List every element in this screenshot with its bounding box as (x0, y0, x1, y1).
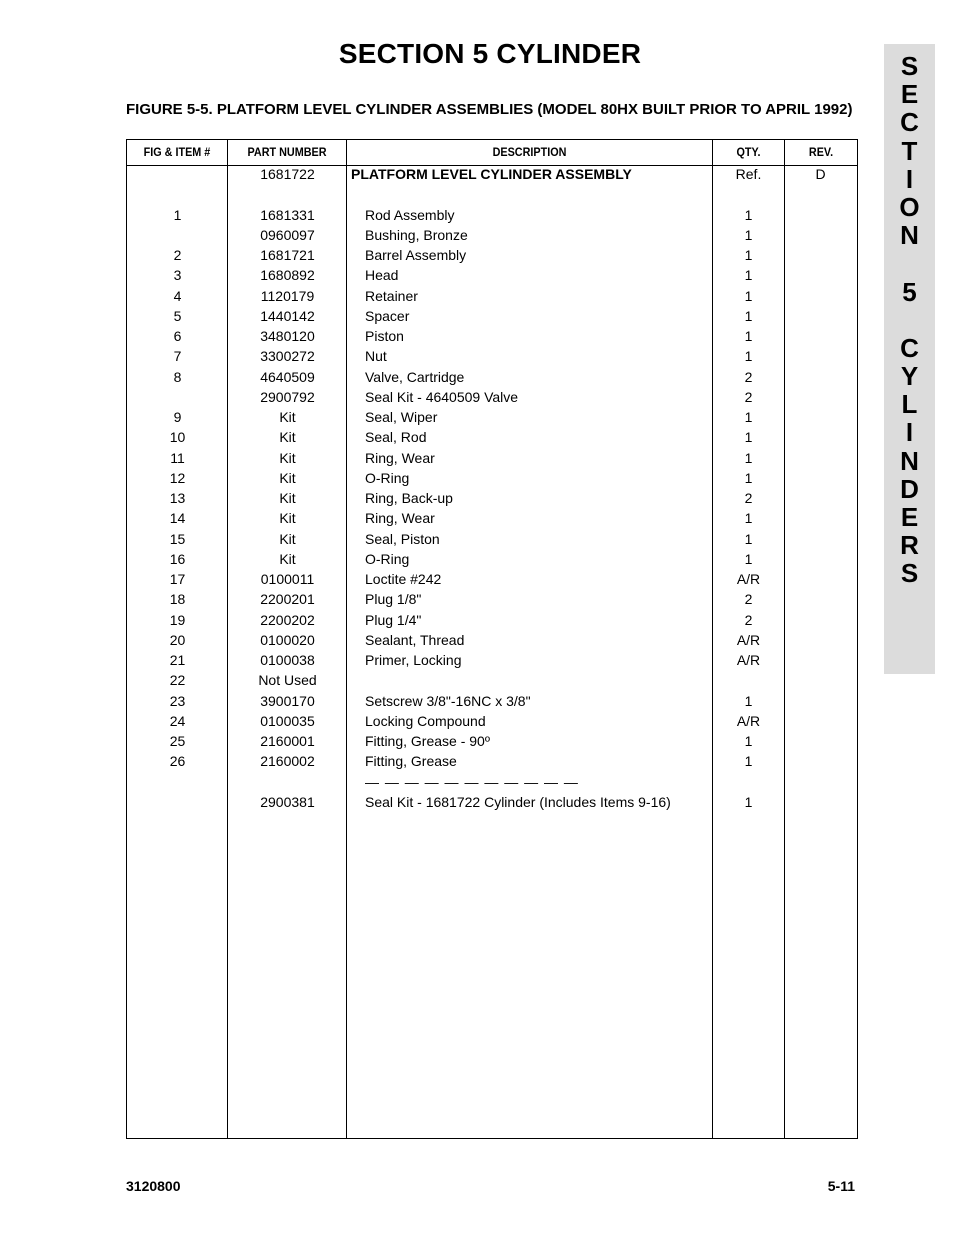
table-row (127, 691, 857, 711)
cell-qty: 1 (744, 328, 753, 344)
cell-fig-item: 25 (169, 733, 186, 749)
table-row (127, 468, 857, 488)
side-tab-letter: S (900, 558, 919, 589)
cell-fig-item: 13 (169, 490, 186, 506)
table-row (127, 448, 857, 468)
cell-part-number: 0100011 (260, 571, 315, 587)
cell-qty: 1 (744, 287, 753, 304)
cell-description: O-Ring (365, 469, 410, 486)
header-qty: QTY. (736, 145, 761, 159)
cell-rev (784, 569, 857, 589)
cell-fig-item: 18 (169, 591, 186, 608)
cell-qty: 1 (744, 793, 753, 810)
cell-fig-item: 23 (169, 692, 186, 709)
cell-fig-item: 15 (169, 530, 186, 547)
cell-rev (784, 751, 857, 771)
table-row (127, 508, 857, 528)
cell-part-number: 1680892 (260, 267, 315, 284)
cell-description: Bushing, Bronze (365, 226, 468, 243)
cell-part-number: 3300272 (260, 348, 315, 365)
cell-qty (713, 670, 784, 690)
cell-fig-item (127, 184, 228, 204)
cell-description: Seal, Piston (365, 530, 440, 547)
cell-qty (713, 184, 784, 204)
cell-qty: 1 (744, 348, 753, 365)
cell-rev (784, 265, 857, 285)
cell-qty: Ref. (735, 166, 762, 182)
cell-qty: 2 (744, 611, 753, 628)
cell-rev (784, 367, 857, 387)
cell-fig-item: 21 (169, 652, 186, 668)
cell-rev (784, 326, 857, 346)
side-tab-letter: D (900, 473, 919, 504)
side-tab-letter: S (900, 51, 919, 81)
cell-description (365, 670, 725, 690)
side-tab-letters (884, 52, 935, 588)
cell-qty: 1 (744, 307, 753, 324)
cell-fig-item (127, 225, 228, 245)
table-row (127, 387, 857, 407)
cell-part-number (228, 772, 347, 792)
cell-fig-item: 14 (169, 510, 186, 527)
cell-qty: A/R (736, 631, 761, 648)
table-row (127, 326, 857, 346)
cell-description: Plug 1/4" (365, 611, 422, 628)
section-side-tab (884, 44, 935, 674)
cell-qty: 1 (744, 469, 753, 486)
table-row (127, 184, 857, 204)
cell-description: Plug 1/8" (365, 591, 422, 608)
cell-part-number: Kit (279, 449, 296, 466)
cell-part-number: 1681722 (260, 166, 315, 182)
table-row (127, 630, 857, 650)
cell-part-number: Kit (279, 550, 296, 567)
cell-description: Rod Assembly (365, 206, 455, 223)
cell-part-number: 0100035 (260, 712, 315, 729)
cell-fig-item: 10 (169, 429, 186, 446)
cell-part-number: 0960097 (260, 226, 315, 243)
table-row (127, 792, 857, 812)
header-fig-item: FIG & ITEM # (143, 145, 211, 159)
cell-fig-item: 16 (169, 550, 186, 567)
cell-part-number: 2160002 (260, 753, 315, 770)
cell-fig-item: 3 (173, 267, 182, 284)
cell-qty: 1 (744, 510, 753, 527)
cell-description: Fitting, Grease - 90º (365, 733, 490, 749)
cell-part-number (228, 184, 347, 204)
table-row (127, 205, 857, 225)
cell-fig-item: 12 (169, 469, 186, 486)
cell-part-number: Kit (279, 429, 296, 446)
cell-rev (784, 731, 857, 751)
section-title: SECTION 5 CYLINDER (338, 38, 642, 69)
cell-qty: 2 (744, 388, 753, 405)
cell-rev (784, 225, 857, 245)
table-row (127, 286, 857, 306)
cell-description: Fitting, Grease (365, 753, 457, 770)
cell-part-number: Kit (279, 490, 296, 506)
parts-table (126, 139, 858, 1139)
cell-part-number: 2200201 (260, 591, 315, 608)
cell-description: Seal Kit - 1681722 Cylinder (Includes Items 9-16) (365, 793, 671, 810)
cell-rev (784, 184, 857, 204)
cell-fig-item: 4 (173, 287, 182, 304)
table-body (127, 164, 857, 812)
cell-fig-item: 24 (169, 712, 186, 729)
side-tab-letter: R (900, 530, 919, 561)
cell-part-number: 0100020 (260, 631, 315, 648)
cell-rev (784, 488, 857, 508)
cell-qty: 1 (744, 226, 753, 243)
cell-description: Seal Kit - 4640509 Valve (365, 388, 519, 405)
cell-description: Sealant, Thread (365, 631, 465, 648)
cell-part-number: Not Used (258, 672, 317, 689)
cell-rev (784, 468, 857, 488)
cell-description: PLATFORM LEVEL CYLINDER ASSEMBLY (351, 166, 632, 182)
cell-qty: 1 (744, 409, 753, 425)
cell-qty: 2 (744, 591, 753, 608)
table-row (127, 772, 857, 792)
cell-fig-item: 7 (173, 348, 182, 365)
cell-description: Setscrew 3/8"-16NC x 3/8" (365, 692, 531, 709)
cell-qty: A/R (736, 571, 761, 587)
side-tab-letter: I (905, 417, 914, 448)
table-row (127, 751, 857, 771)
cell-rev (784, 387, 857, 407)
cell-rev (784, 772, 857, 792)
cell-qty: 1 (744, 247, 753, 263)
cell-fig-item: 26 (169, 753, 186, 770)
cell-part-number: 3900170 (260, 692, 315, 709)
cell-description: Ring, Wear (365, 449, 435, 466)
cell-part-number: Kit (279, 530, 296, 547)
cell-rev (784, 792, 857, 812)
table-row (127, 225, 857, 245)
cell-qty: 1 (744, 733, 753, 749)
cell-part-number: 2160001 (260, 733, 315, 749)
cell-fig-item: 8 (173, 368, 182, 385)
cell-qty: 2 (744, 368, 753, 385)
cell-rev (784, 306, 857, 326)
side-tab-letter: O (899, 191, 920, 222)
table-row (127, 367, 857, 387)
cell-rev (784, 448, 857, 468)
cell-fig-item: 9 (173, 409, 182, 425)
side-tab-letter: N (900, 220, 919, 251)
cell-rev (784, 589, 857, 609)
cell-qty: A/R (736, 652, 761, 668)
table-row (127, 670, 857, 690)
cell-rev (784, 205, 857, 225)
cell-qty: 1 (744, 692, 753, 709)
cell-rev (784, 711, 857, 731)
cell-part-number: 2900381 (260, 793, 315, 810)
cell-description: Piston (365, 328, 404, 344)
cell-description: Locking Compound (365, 712, 486, 729)
cell-fig-item: 11 (170, 449, 185, 466)
cell-fig-item: 6 (173, 328, 182, 344)
table-row (127, 589, 857, 609)
header-description: DESCRIPTION (492, 145, 567, 159)
cell-fig-item (127, 164, 228, 184)
cell-qty (713, 772, 784, 792)
table-row (127, 245, 857, 265)
cell-part-number: Kit (279, 510, 296, 527)
side-tab-letter: L (901, 389, 918, 420)
side-tab-letter: I (905, 163, 914, 194)
cell-description: Nut (365, 348, 387, 365)
cell-fig-item: 20 (169, 631, 186, 648)
separator-dashes: — — — — — — — — — — — (365, 773, 579, 790)
cell-part-number: 4640509 (260, 368, 315, 385)
cell-qty: 1 (744, 753, 753, 770)
header-part-number: PART NUMBER (247, 145, 327, 159)
table-row (127, 610, 857, 630)
cell-description: Loctite #242 (365, 571, 442, 587)
cell-rev (784, 670, 857, 690)
table-row (127, 407, 857, 427)
side-tab-letter: C (900, 332, 919, 363)
side-tab-letter: 5 (902, 276, 917, 307)
table-row (127, 265, 857, 285)
side-tab-letter: T (901, 135, 918, 166)
cell-fig-item (127, 792, 228, 812)
table-row (127, 529, 857, 549)
cell-description: Seal, Wiper (365, 409, 438, 425)
cell-description: Primer, Locking (365, 652, 462, 668)
figure-title: FIGURE 5-5. PLATFORM LEVEL CYLINDER ASSEMBLIES (MODEL 80HX BUILT PRIOR TO APRIL 1992) (126, 101, 853, 118)
cell-description: Ring, Back-up (365, 490, 453, 506)
table-row (127, 711, 857, 731)
cell-rev (784, 650, 857, 670)
header-rev: REV. (808, 145, 834, 159)
cell-fig-item: 22 (169, 672, 186, 689)
cell-fig-item: 5 (173, 307, 182, 324)
cell-description: Valve, Cartridge (365, 368, 465, 385)
cell-rev (784, 630, 857, 650)
cell-part-number: 2900792 (260, 388, 315, 405)
page-number: 5-11 (827, 1178, 855, 1194)
cell-fig-item (127, 772, 228, 792)
cell-part-number: 2200202 (260, 611, 315, 628)
cell-fig-item: 19 (169, 611, 186, 628)
cell-fig-item: 17 (169, 571, 186, 587)
table-row (127, 306, 857, 326)
cell-part-number: 1440142 (260, 307, 315, 324)
cell-part-number: 1681331 (260, 206, 315, 223)
document-number: 3120800 (126, 1178, 181, 1194)
cell-fig-item (127, 387, 228, 407)
cell-description: O-Ring (365, 550, 410, 567)
cell-qty: 1 (744, 267, 753, 284)
cell-qty: 1 (744, 530, 753, 547)
table-row (127, 569, 857, 589)
cell-part-number: 3480120 (260, 328, 315, 344)
cell-part-number: Kit (279, 409, 296, 425)
table-row (127, 427, 857, 447)
cell-fig-item: 2 (173, 247, 182, 263)
cell-qty: 1 (744, 206, 753, 223)
cell-description: Seal, Rod (365, 429, 427, 446)
table-header-row (127, 140, 857, 166)
table-row (127, 549, 857, 569)
side-tab-letter: N (900, 445, 919, 476)
cell-rev (784, 610, 857, 630)
cell-rev (784, 427, 857, 447)
table-row (127, 650, 857, 670)
cell-description: Spacer (365, 307, 410, 324)
cell-part-number: 1681721 (260, 247, 315, 263)
cell-qty: 1 (744, 550, 753, 567)
cell-fig-item: 1 (173, 206, 182, 223)
cell-rev (784, 346, 857, 366)
cell-description: Head (365, 267, 399, 284)
side-tab-letter: C (900, 107, 919, 138)
side-tab-letter: E (900, 79, 919, 110)
cell-part-number: 1120179 (260, 287, 315, 304)
cell-rev (784, 691, 857, 711)
cell-rev: D (815, 166, 826, 182)
table-row (127, 731, 857, 751)
cell-description: Retainer (365, 287, 418, 304)
cell-rev (784, 286, 857, 306)
table-row (127, 346, 857, 366)
cell-rev (784, 245, 857, 265)
cell-rev (784, 407, 857, 427)
cell-description: Barrel Assembly (365, 247, 467, 263)
cell-qty: A/R (736, 712, 761, 729)
cell-rev (784, 549, 857, 569)
cell-qty: 2 (744, 490, 753, 506)
cell-qty: 1 (744, 449, 753, 466)
cell-description (365, 184, 725, 204)
cell-part-number: 0100038 (260, 652, 315, 668)
cell-rev (784, 508, 857, 528)
side-tab-letter: E (900, 502, 919, 532)
table-row (127, 164, 857, 184)
cell-description: Ring, Wear (365, 510, 435, 527)
table-row (127, 488, 857, 508)
side-tab-letter: Y (900, 361, 919, 392)
cell-qty: 1 (744, 429, 753, 446)
cell-part-number: Kit (279, 469, 296, 486)
cell-rev (784, 529, 857, 549)
